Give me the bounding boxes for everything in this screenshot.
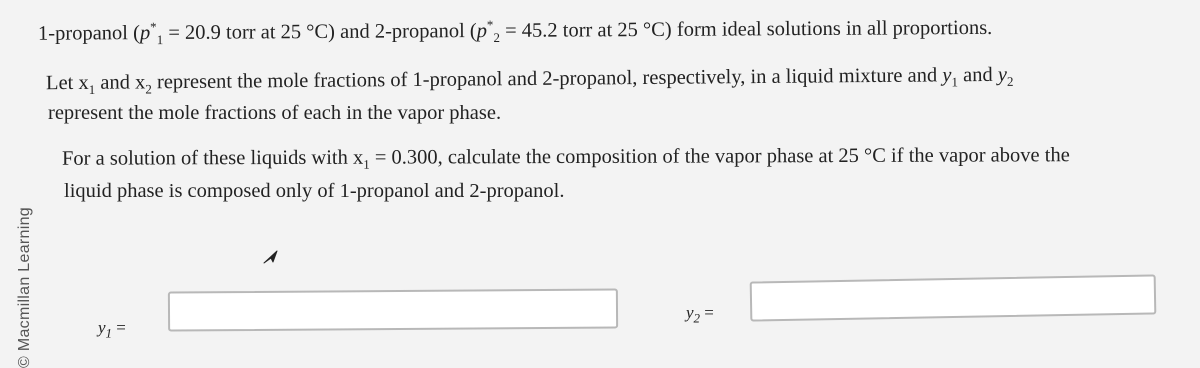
copyright-watermark [10, 8, 36, 368]
problem-line-1: 1-propanol ($p^*_1 = 20.9$ torr at 25 °C) and 2-propanol ($p^*_2 = 45.2$ torr at 25 °C) form ideal solutions in all proportions. [37, 16, 993, 48]
problem-line-4: For a solution of these liquids with $x_1 = 0.300$, calculate the composition of the vapor phase at 25 °C if the vapor above the [61, 144, 1070, 172]
y2-answer-input[interactable] [750, 274, 1157, 321]
y1-label: $y_1$ = [98, 318, 126, 341]
problem-line-2: Let $x_1$ and $x_2$ represent the mole fractions of 1-propanol and 2-propanol, respectively, in a liquid mixture and $y_1$ and $y_2$ [45, 63, 1014, 97]
y2-label: $y_2$ = [686, 303, 714, 326]
copyright-text: © Macmillan Learning [16, 207, 33, 368]
y1-answer-input[interactable] [168, 288, 618, 331]
problem-line-5: liquid phase is composed only of 1-propanol and 2-propanol. [64, 180, 565, 202]
mouse-pointer-arrow-icon [262, 248, 280, 266]
problem-line-3: represent the mole fractions of each in the vapor phase. [48, 102, 502, 124]
